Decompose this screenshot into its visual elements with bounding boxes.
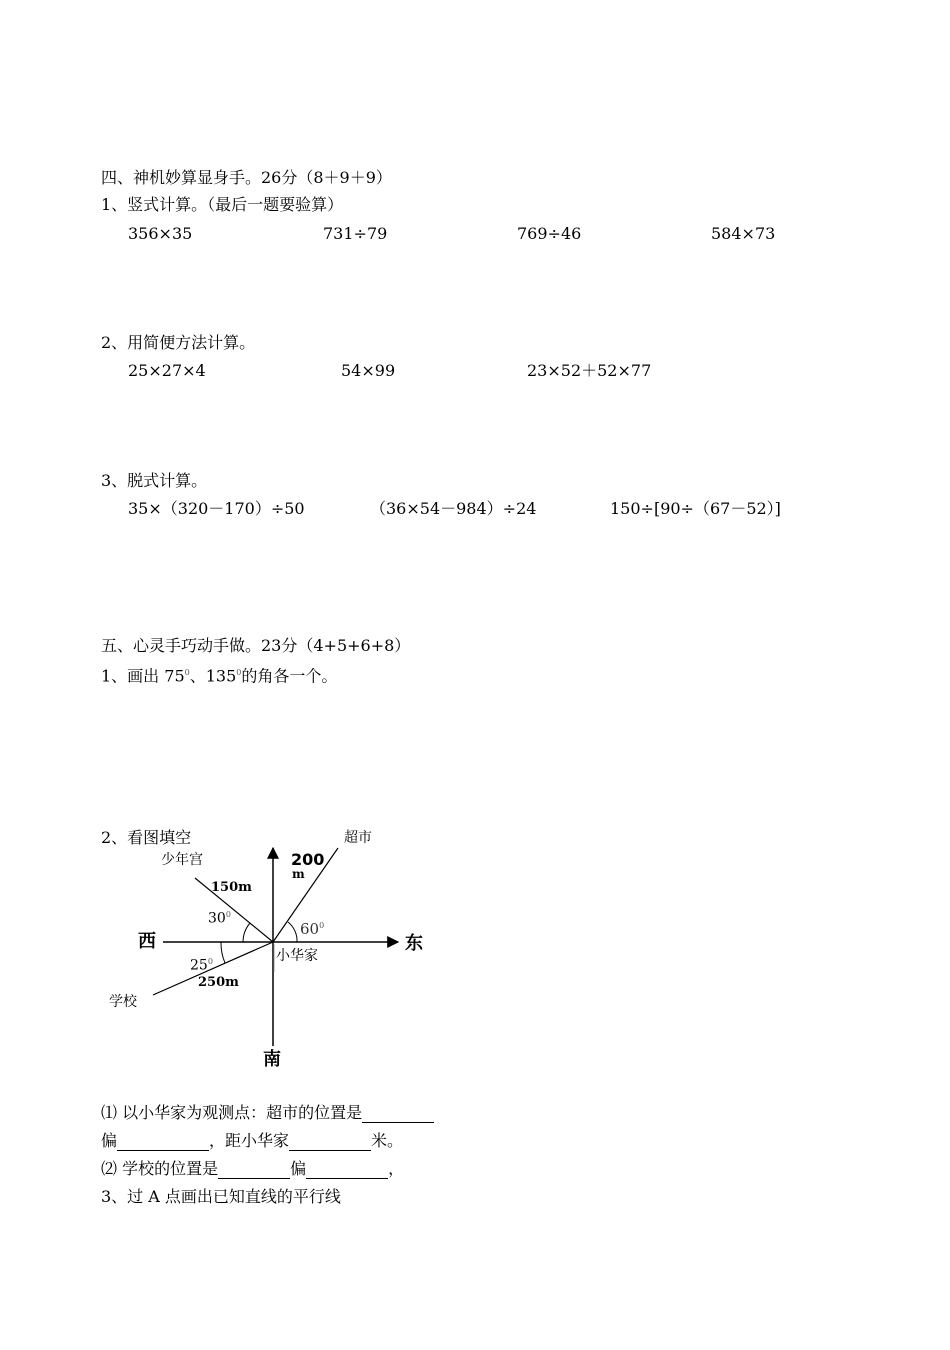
section-4-title: 四、神机妙算显身手。26分（8＋9＋9） (101, 168, 392, 187)
supermarket-label: 超市 (344, 830, 372, 846)
west-label: 西 (138, 931, 156, 952)
sub-question-1-line2 (101, 1131, 403, 1151)
q2-label: 2、用简便方法计算。 (101, 333, 256, 352)
angle-arc-palace (243, 923, 250, 942)
calc-item: 356×35 (128, 224, 193, 243)
distance-school: 250m (198, 975, 239, 990)
calc-item: 769÷46 (517, 224, 582, 243)
calc-item: 150÷[90÷（67－52）] (610, 499, 781, 518)
sub1-text: ，距小华家 (209, 1131, 290, 1150)
calc-item: 584×73 (711, 224, 776, 243)
degree-mark: 0 (236, 668, 242, 677)
distance-palace: 150m (211, 880, 252, 895)
s5-q1-post: 的角各一个。 (241, 666, 338, 686)
calc-item: 731÷79 (323, 224, 388, 243)
answer-blank[interactable] (117, 1134, 209, 1151)
s5-q1-mid: 、135 (189, 666, 237, 686)
sub2-text: ⑵ 学校的位置是 (101, 1159, 219, 1178)
calc-item: 25×27×4 (128, 361, 206, 380)
degree-mark: 0 (319, 921, 325, 930)
angle-school-value: 25 (190, 957, 208, 974)
sub1-text: ⑴ 以小华家为观测点：超市的位置是 (101, 1103, 363, 1122)
calc-item: 23×52＋52×77 (527, 361, 652, 380)
east-label: 东 (405, 933, 423, 954)
center-label: 小华家 (276, 948, 318, 964)
angle-palace-value: 30 (208, 910, 226, 927)
sub-question-2 (101, 1159, 404, 1179)
q3-label: 3、脱式计算。 (101, 471, 208, 490)
distance-supermarket-unit: m (292, 867, 305, 881)
sub1-text: 米。 (371, 1131, 404, 1150)
sub-question-1-line1 (101, 1103, 434, 1123)
degree-mark: 0 (184, 668, 190, 677)
angle-supermarket-value: 60 (300, 920, 320, 938)
calc-item: 54×99 (341, 361, 396, 380)
angle-arc-school (221, 942, 225, 963)
degree-mark: 0 (225, 910, 231, 919)
sub2-text: 偏 (290, 1159, 307, 1178)
degree-mark: 0 (207, 957, 213, 966)
angle-supermarket-label (300, 918, 324, 937)
s5-q1-pre: 1、画出 75 (101, 666, 185, 686)
answer-blank[interactable] (289, 1134, 371, 1151)
answer-blank[interactable] (362, 1106, 434, 1123)
angle-palace-label (208, 907, 231, 927)
palace-label: 少年宫 (161, 852, 203, 868)
s5-q3-label: 3、过 A 点画出已知直线的平行线 (101, 1187, 341, 1206)
s5-q2-label: 2、看图填空 (101, 828, 192, 847)
calc-item: 35×（320－170）÷50 (128, 499, 305, 518)
answer-blank[interactable] (218, 1162, 290, 1179)
calc-item: （36×54－984）÷24 (370, 499, 537, 518)
q1-label: 1、竖式计算。（最后一题要验算） (101, 195, 344, 214)
south-label: 南 (263, 1049, 281, 1070)
angle-school-label (190, 954, 213, 974)
angle-arc-supermarket (288, 922, 297, 942)
answer-blank[interactable] (306, 1162, 388, 1179)
section-5-title: 五、心灵手巧动手做。23分（4+5+6+8） (101, 636, 411, 655)
sub2-text: ， (388, 1159, 405, 1178)
school-label: 学校 (109, 994, 137, 1010)
sub1-text: 偏 (101, 1131, 118, 1150)
distance-supermarket: 200 (291, 850, 325, 869)
